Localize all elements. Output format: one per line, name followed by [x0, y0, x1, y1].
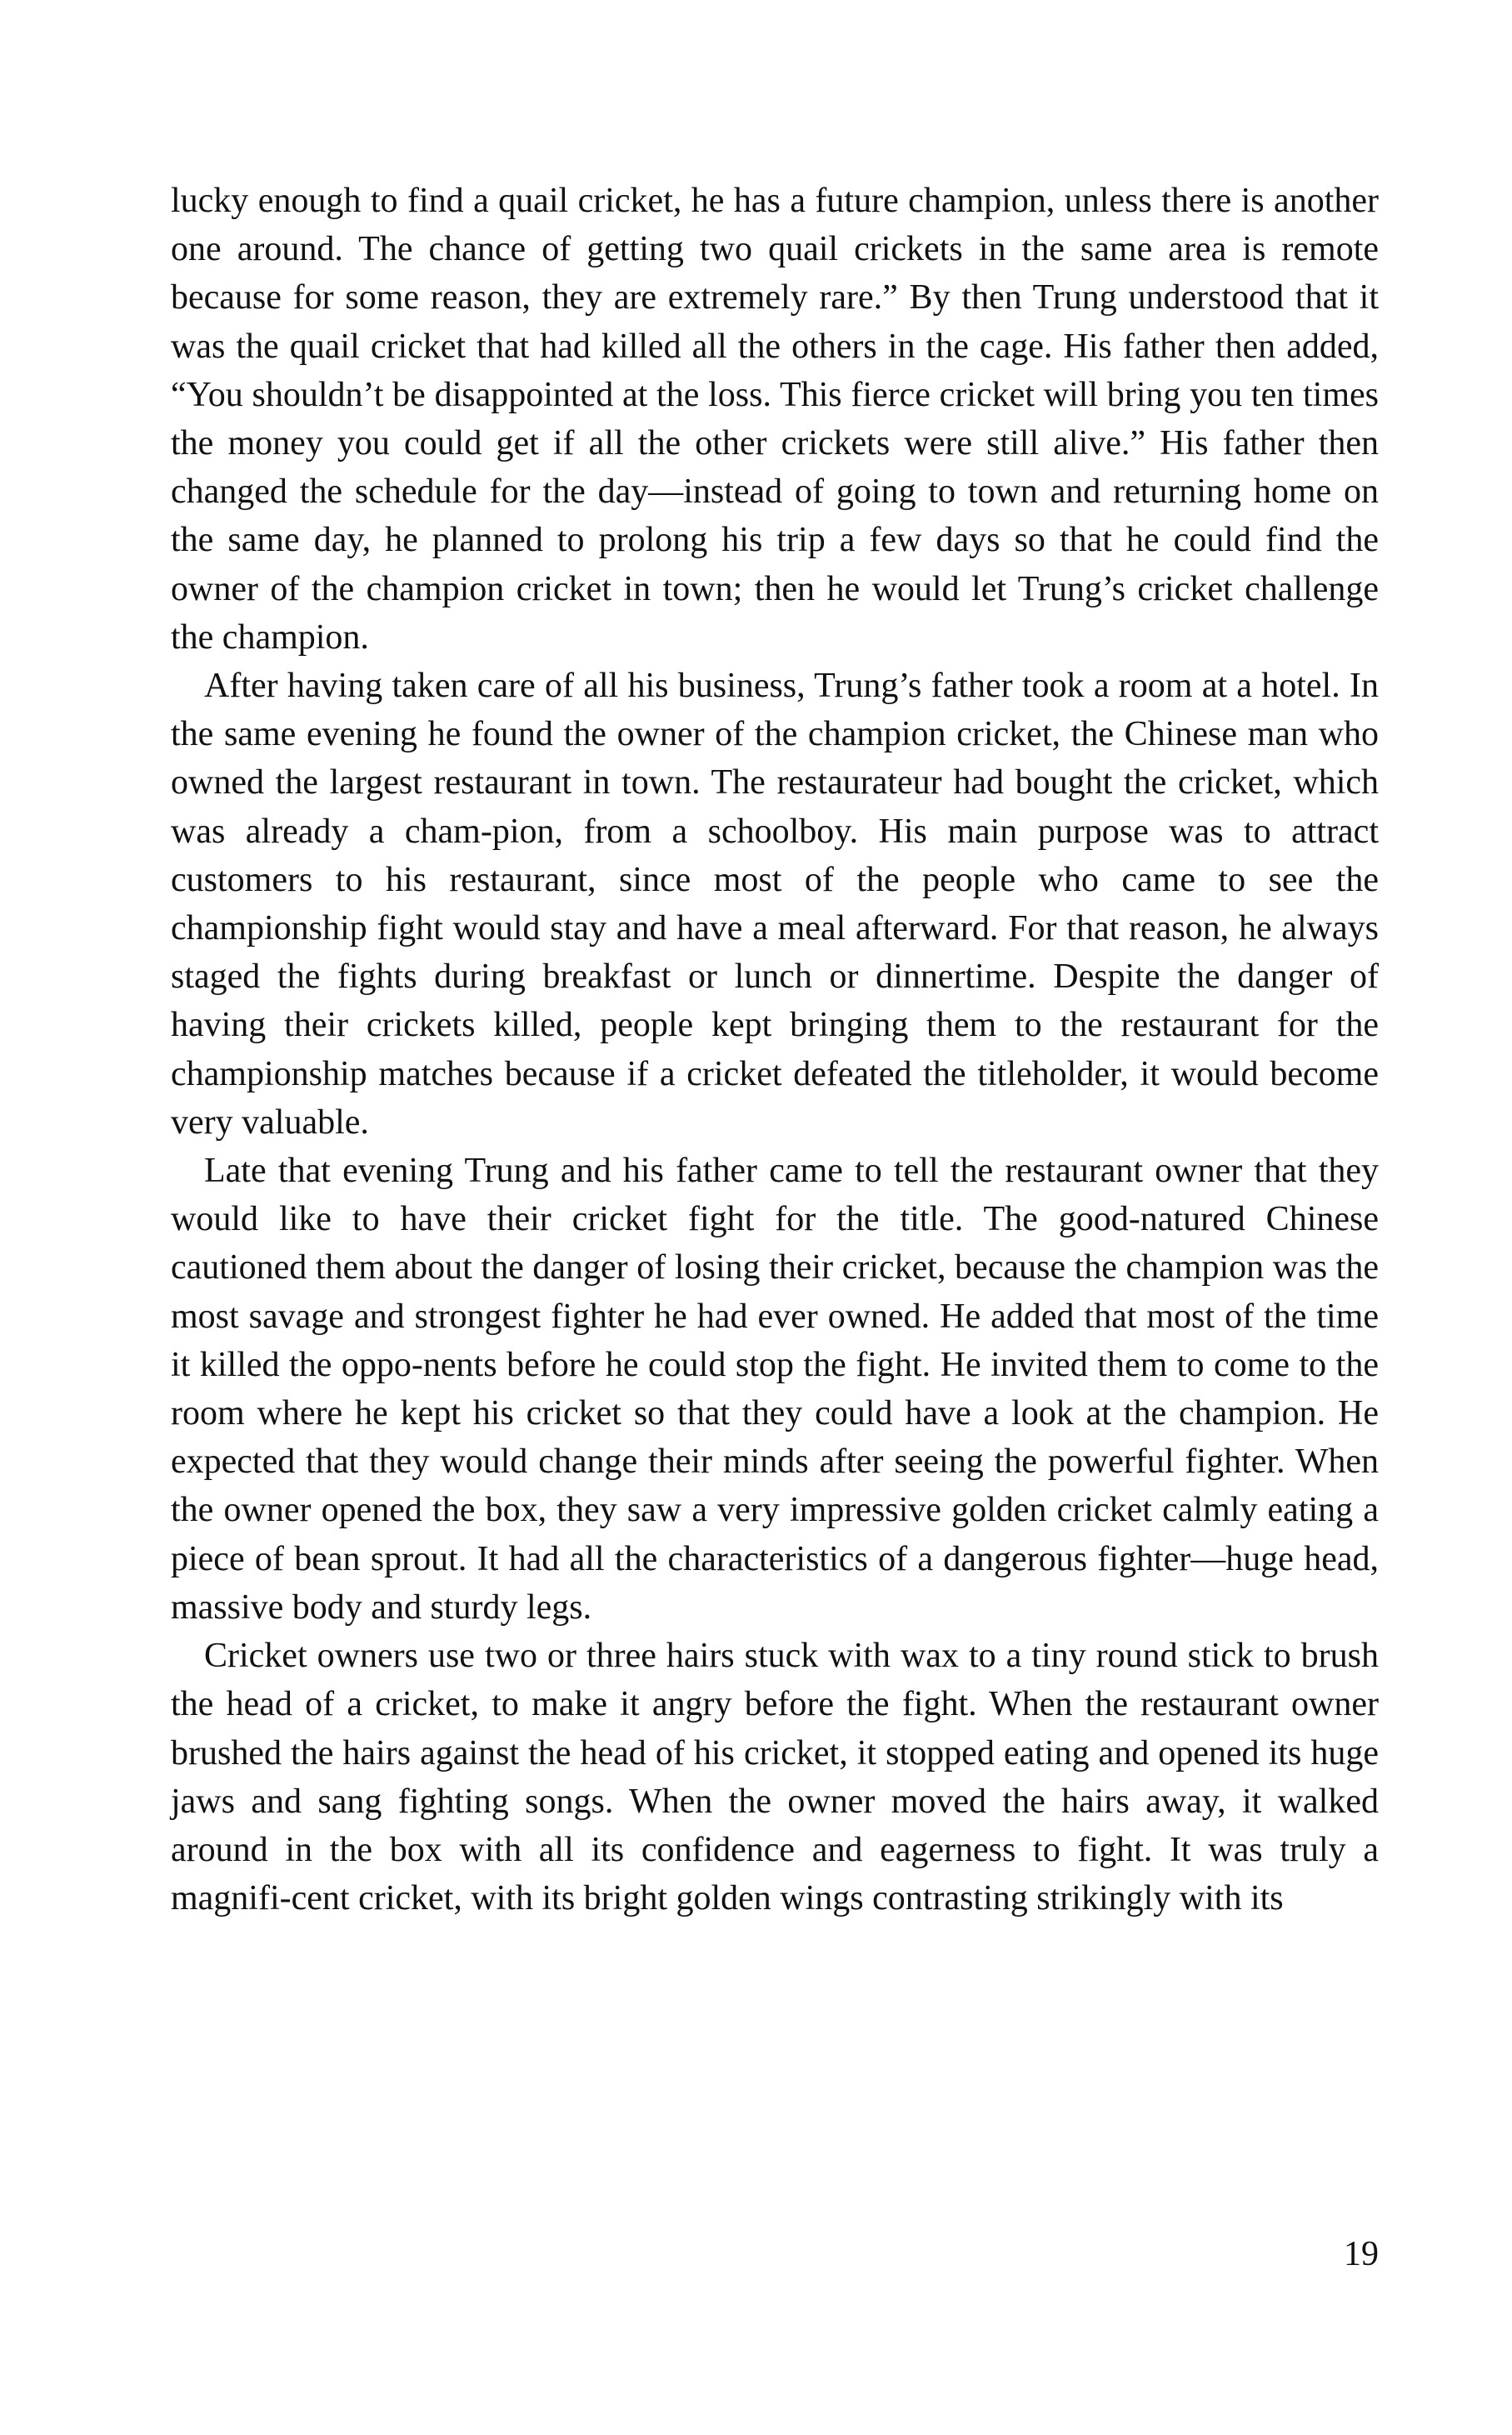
paragraph-challenge: Late that evening Trung and his father came to tell the restaurant owner that they would like to have their cricket fight for the title. The good-natured Chinese cautioned them about the danger of losing their cricket, because the champion was the most savage and strongest fighter he had ever owned. He added that most of the time it killed the oppo-nents before he could stop the fight. He invited them to come to the room where he kept his cricket so that they could have a look at the champion. He expected that they would change their minds after seeing the powerful fighter. When the owner opened the box, they saw a very impressive golden cricket calmly eating a piece of bean sprout. It had all the characteristics of a dangerous fighter—huge head, massive body and sturdy legs.: [171, 1152, 1379, 1627]
paragraph-hotel: After having taken care of all his business, Trung’s father took a room at a hotel. In the same evening he found the owner of the champion cricket, the Chinese man who owned the largest restaurant in town. The restaurateur had bought the cricket, which was already a cham-pion, from a schoolboy. His main purpose was to attract customers to his restaurant, since most of the people who came to see the championship fight would stay and have a meal afterward. For that reason, he always staged the fights during breakfast or lunch or dinnertime. Despite the danger of having their crickets killed, people kept bringing them to the restaurant for the championship matches because if a cricket defeated the titleholder, it would become very valuable.: [171, 667, 1379, 1142]
page-number: 19: [1344, 2235, 1379, 2273]
paragraph-brushing: Cricket owners use two or three hairs stuck with wax to a tiny round stick to brush the head of a cricket, to make it angry before the fight. When the restaurant owner brushed the hairs against the head of his cricket, it stopped eating and opened its huge jaws and sang fighting songs. When the owner moved the hairs away, it walked around in the box with all its confidence and eagerness to fight. It was truly a magnifi-cent cricket, with its bright golden wings contrasting strikingly with its: [171, 1637, 1379, 1918]
paragraph-continued: lucky enough to find a quail cricket, he has a future champion, unless there is another one around. The chance of getting two quail crickets in the same area is remote because for some reason, they are extremely rare.” By then Trung understood that it was the quail cricket that had killed all the others in the cage. His father then added, “You shouldn’t be disappointed at the loss. This fierce cricket will bring you ten times the money you could get if all the other crickets were still alive.” His father then changed the schedule for the day—instead of going to town and returning home on the same day, he planned to prolong his trip a few days so that he could find the owner of the champion cricket in town; then he would let Trung’s cricket challenge the champion.: [171, 182, 1379, 657]
body-text: [171, 177, 1379, 1922]
